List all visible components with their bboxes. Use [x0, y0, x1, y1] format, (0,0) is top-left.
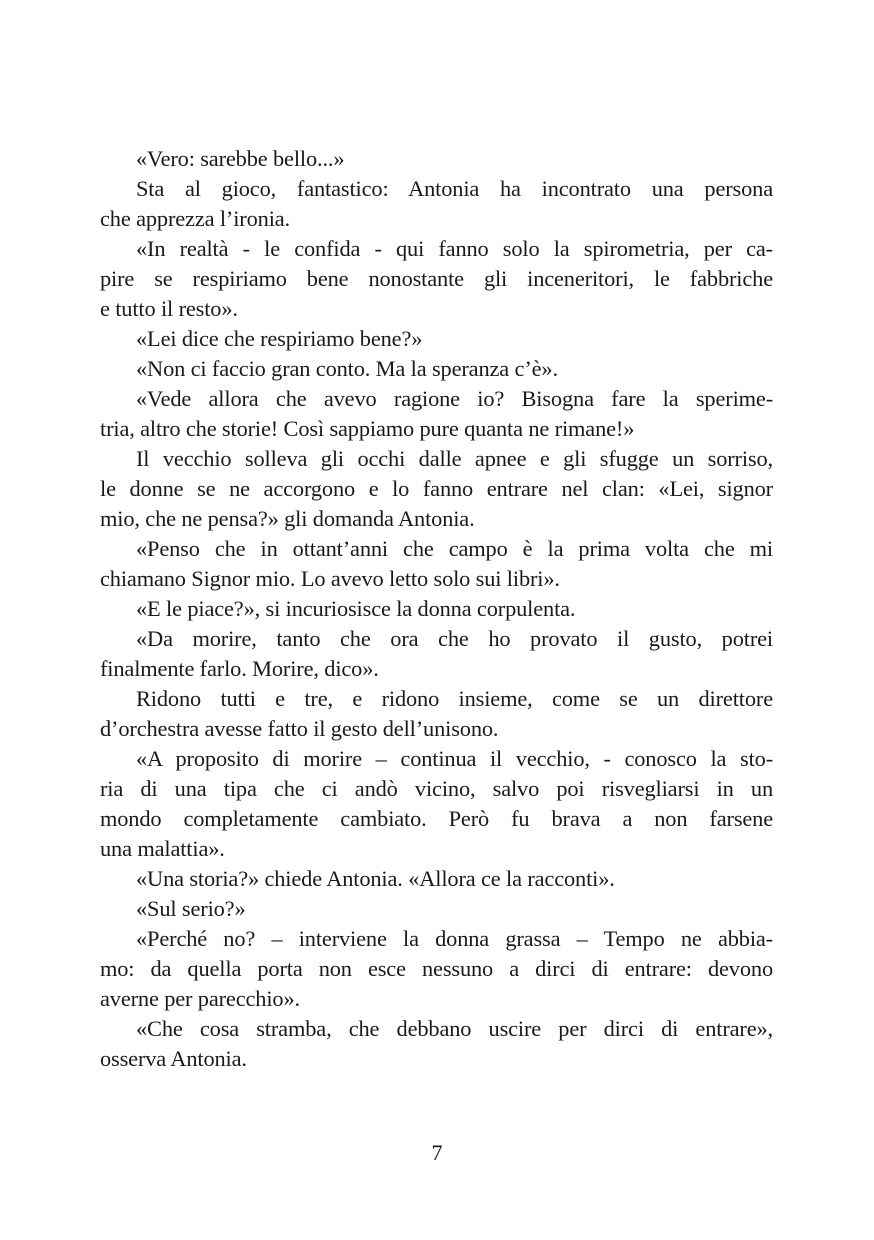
paragraph-first-line: «Penso che in ottant’anni che campo è la prima volta che mi [136, 536, 773, 561]
paragraph-first-line: «Lei dice che respiriamo bene?» [136, 326, 423, 351]
text-line: e tutto il resto». [100, 296, 238, 321]
paragraph-first-line: «Sul serio?» [136, 896, 246, 921]
text-line: mio, che ne pensa?» gli domanda Antonia. [100, 506, 475, 531]
text-line: mo: da quella porta non esce nessuno a dirci di entrare: devono [100, 956, 773, 981]
paragraph-first-line: «Vero: sarebbe bello...» [136, 146, 345, 171]
paragraph-first-line: Ridono tutti e tre, e ridono insieme, come se un direttore [136, 686, 773, 711]
paragraph-first-line: «Vede allora che avevo ragione io? Bisogna fare la sperime- [136, 386, 773, 411]
paragraph-first-line: «Da morire, tanto che ora che ho provato il gusto, potrei [136, 626, 773, 651]
text-line: ria di una tipa che ci andò vicino, salvo poi risvegliarsi in un [100, 776, 773, 801]
paragraph-first-line: «Che cosa stramba, che debbano uscire per dirci di entrare», [136, 1016, 773, 1041]
page-number: 7 [431, 1140, 443, 1165]
text-line: mondo completamente cambiato. Però fu brava a non farsene [100, 806, 773, 831]
text-line: tria, altro che storie! Così sappiamo pure quanta ne rimane!» [100, 416, 635, 441]
paragraph-first-line: «Non ci faccio gran conto. Ma la speranza c’è». [136, 356, 558, 381]
text-line: le donne se ne accorgono e lo fanno entrare nel clan: «Lei, signor [100, 476, 773, 501]
text-line: chiamano Signor mio. Lo avevo letto solo sui libri». [100, 566, 560, 591]
text-line: osserva Antonia. [100, 1046, 247, 1071]
text-line: pire se respiriamo bene nonostante gli inceneritori, le fabbriche [100, 266, 773, 291]
page-body [100, 144, 773, 1074]
paragraph-first-line: «E le piace?», si incuriosisce la donna corpulenta. [136, 596, 576, 621]
paragraph-first-line: Il vecchio solleva gli occhi dalle apnee e gli sfugge un sorriso, [136, 446, 773, 471]
text-line: finalmente farlo. Morire, dico». [100, 656, 379, 681]
text-line: una malattia». [100, 836, 225, 861]
text-line: d’orchestra avesse fatto il gesto dell’unisono. [100, 716, 499, 741]
text-line: che apprezza l’ironia. [100, 206, 291, 231]
paragraph-first-line: «In realtà - le confida - qui fanno solo la spirometria, per ca- [136, 236, 773, 261]
paragraph-first-line: «A proposito di morire – continua il vecchio, - conosco la sto- [136, 746, 773, 771]
paragraph-first-line: Sta al gioco, fantastico: Antonia ha incontrato una persona [136, 176, 773, 201]
paragraph-first-line: «Perché no? – interviene la donna grassa – Tempo ne abbia- [136, 926, 773, 951]
paragraph-first-line: «Una storia?» chiede Antonia. «Allora ce la racconti». [136, 866, 615, 891]
text-line: averne per parecchio». [100, 986, 300, 1011]
